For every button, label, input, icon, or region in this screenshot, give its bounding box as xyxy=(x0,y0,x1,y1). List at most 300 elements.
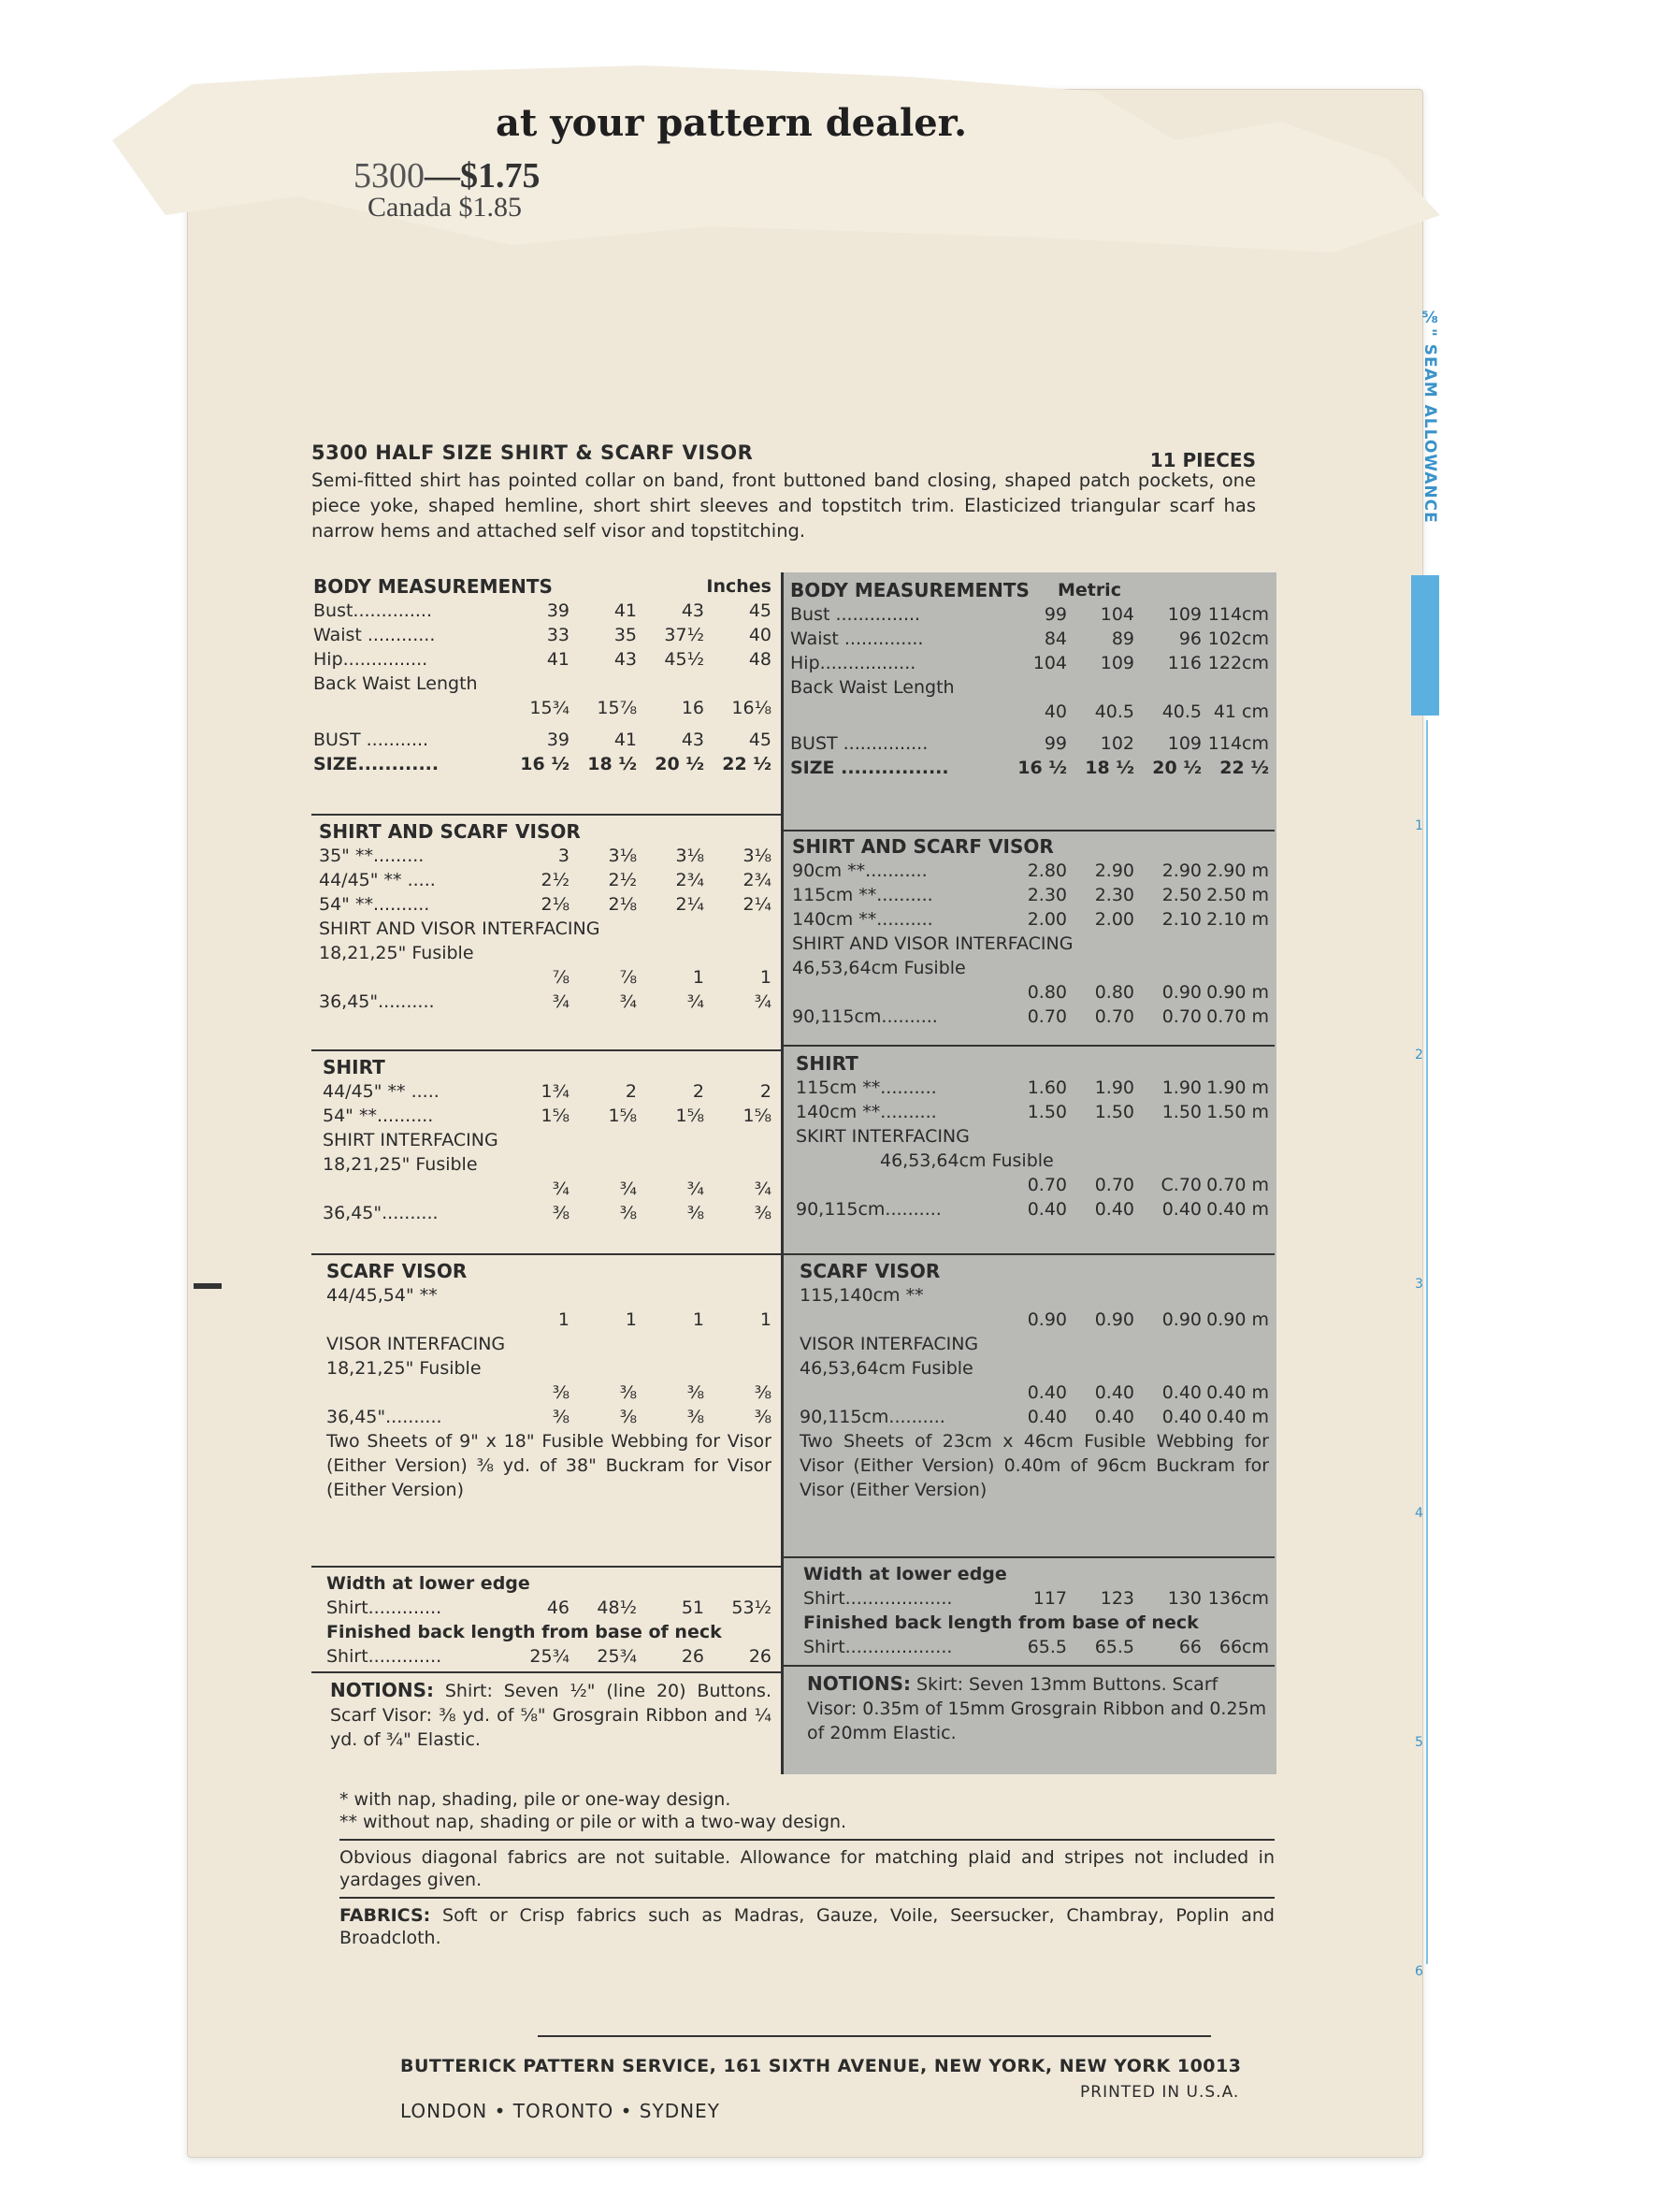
cell: 51 xyxy=(681,1598,704,1618)
cell: 45 xyxy=(748,600,771,621)
table-row xyxy=(313,672,771,696)
cell: ⅜ xyxy=(686,1382,704,1403)
cell: 2.90 m xyxy=(1206,860,1269,881)
pattern-number-handwritten: 5300 xyxy=(353,156,425,195)
notions-text: Skirt: Seven 13mm Buttons. Scarf Visor: 0.35m of 15mm Grosgrain Ribbon and 0.25m of 20mm Elastic. xyxy=(807,1674,1267,1743)
cell: 1.50 m xyxy=(1206,1102,1269,1122)
cell: 20 ½ xyxy=(1152,758,1202,778)
ruler-mark: 1 xyxy=(1415,818,1423,833)
inch-rule xyxy=(311,1566,784,1568)
metric-finished-measurements xyxy=(803,1562,1269,1659)
cell: ⅜ xyxy=(686,1407,704,1427)
row-label: 36,45".......... xyxy=(319,991,435,1012)
table-row xyxy=(323,1201,771,1225)
cell: 3 xyxy=(557,846,569,866)
cell: 26 xyxy=(681,1646,704,1667)
cell: 2½ xyxy=(608,870,637,890)
cell: 1⅝ xyxy=(675,1106,704,1126)
table-row xyxy=(800,1308,1269,1332)
cell: 1.50 xyxy=(1161,1102,1202,1122)
row-label: 115,140cm ** xyxy=(800,1285,924,1306)
notions-text: Shirt: Seven ½" (line 20) Buttons. Scarf Visor: ⅜ yd. of ⅝" Grosgrain Ribbon and ¼ yd. of ¾" Elastic. xyxy=(330,1681,771,1750)
nap-footnote: * with nap, shading, pile or one-way design. xyxy=(339,1789,731,1810)
price-line xyxy=(353,155,541,196)
cell: 2 xyxy=(625,1081,637,1102)
cell: 0.70 m xyxy=(1206,1006,1269,1027)
cell: 16⅛ xyxy=(731,698,771,718)
cell: 0.40 m xyxy=(1206,1199,1269,1220)
row-label: BUST ........... xyxy=(313,730,429,750)
row-label: SIZE............ xyxy=(313,754,440,774)
cell: 45 xyxy=(748,730,771,750)
cell: 1.50 xyxy=(1094,1102,1134,1122)
cell: 1⅝ xyxy=(608,1106,637,1126)
row-label: BUST ............... xyxy=(790,733,929,754)
ruler-line xyxy=(1426,720,1428,1964)
inch-rule xyxy=(311,1671,784,1673)
ruler-mark: 3 xyxy=(1415,1277,1423,1292)
cell: 104 xyxy=(1100,604,1134,625)
cell: 1¾ xyxy=(541,1081,569,1102)
cell: ¾ xyxy=(686,1178,704,1199)
cell: 0.40 m xyxy=(1206,1407,1269,1427)
section-heading: SCARF VISOR xyxy=(326,1260,468,1282)
row-label: Shirt............. xyxy=(326,1646,442,1667)
table-row xyxy=(326,1644,771,1669)
inch-scarf-visor xyxy=(326,1259,771,1502)
table-row xyxy=(313,599,771,623)
cell: 40.5 xyxy=(1161,701,1202,722)
inch-shirt-and-visor xyxy=(319,819,771,1014)
cell: 18 ½ xyxy=(587,754,637,774)
cell: 1.60 xyxy=(1027,1077,1067,1098)
cell: 1.90 xyxy=(1161,1077,1202,1098)
metric-scarf-visor xyxy=(800,1259,1269,1502)
cell: 2¾ xyxy=(675,870,704,890)
cell: ⅜ xyxy=(552,1203,569,1223)
cell: 48 xyxy=(748,649,771,670)
cell: 0.70 xyxy=(1027,1175,1067,1195)
table-row xyxy=(796,1197,1269,1222)
cell: ¾ xyxy=(552,1178,569,1199)
cell: 1.50 xyxy=(1027,1102,1067,1122)
cell: 2¼ xyxy=(742,894,771,915)
table-row xyxy=(792,859,1269,883)
cell: 0.80 xyxy=(1027,982,1067,1003)
inch-finished-measurements xyxy=(326,1571,771,1669)
table-row xyxy=(323,1104,771,1128)
cell: ¾ xyxy=(686,991,704,1012)
pieces-count: 11 PIECES xyxy=(1149,449,1256,471)
row-label: 18,21,25" Fusible xyxy=(326,1358,482,1379)
cell: 99 xyxy=(1044,604,1067,625)
cell: 15¾ xyxy=(529,698,569,718)
row-label: 115cm **.......... xyxy=(792,885,933,905)
cell: 1 xyxy=(692,1309,704,1330)
column-divider xyxy=(781,572,784,1774)
cell: 20 ½ xyxy=(655,754,704,774)
cell: 0.80 xyxy=(1094,982,1134,1003)
cell: 2.30 xyxy=(1027,885,1067,905)
address-rule xyxy=(538,2035,1211,2037)
cell: ⅜ xyxy=(619,1203,637,1223)
table-row xyxy=(313,647,771,672)
table-row xyxy=(796,1173,1269,1197)
ruler-blue-block xyxy=(1411,575,1439,716)
cell: 2.80 xyxy=(1027,860,1067,881)
section-heading: SCARF VISOR xyxy=(800,1260,941,1282)
fabrics-label: FABRICS: xyxy=(339,1905,431,1926)
cell: 37½ xyxy=(664,625,704,645)
table-row xyxy=(790,627,1269,651)
cell: ¾ xyxy=(619,1178,637,1199)
cell: 1⅝ xyxy=(742,1106,771,1126)
cell: 1 xyxy=(692,967,704,988)
cell: 2.30 xyxy=(1094,885,1134,905)
cell: 2.50 xyxy=(1161,885,1202,905)
cell: 0.40 xyxy=(1161,1199,1202,1220)
cell: 0.70 xyxy=(1094,1006,1134,1027)
metric-shirt xyxy=(796,1051,1269,1222)
cell: 1 xyxy=(759,1309,771,1330)
cell: 0.70 xyxy=(1027,1006,1067,1027)
inch-rule xyxy=(311,1049,784,1051)
cell: ⅜ xyxy=(686,1203,704,1223)
cell: 3⅛ xyxy=(608,846,637,866)
ruler-mark: 2 xyxy=(1415,1048,1423,1063)
cell: 102cm xyxy=(1207,629,1269,649)
cell: 130 xyxy=(1167,1588,1202,1609)
cell: 66cm xyxy=(1218,1637,1269,1657)
cell: 40 xyxy=(1044,701,1067,722)
cell: 43 xyxy=(681,730,704,750)
row-label: Back Waist Length xyxy=(313,673,478,694)
row-label: 115cm **.......... xyxy=(796,1077,937,1098)
table-row xyxy=(323,1079,771,1104)
cell: ¾ xyxy=(754,991,771,1012)
table-row xyxy=(803,1586,1269,1611)
cell: 102 xyxy=(1100,733,1134,754)
cell: ⅜ xyxy=(552,1382,569,1403)
cell: 104 xyxy=(1032,653,1067,673)
cell: 116 xyxy=(1167,653,1202,673)
cell: 25¾ xyxy=(529,1646,569,1667)
pattern-description: Semi-fitted shirt has pointed collar on band, front buttoned band closing, shaped patch pockets, one piece yoke, shaped hemline, short shirt sleeves and topstitch trim. Elasticized triangular scarf has narrow hems and attached self visor and topstitching. xyxy=(311,470,1256,542)
cell: 117 xyxy=(1032,1588,1067,1609)
cell: 16 ½ xyxy=(1017,758,1067,778)
cell: 0.40 xyxy=(1027,1382,1067,1403)
cell: ⅜ xyxy=(754,1203,771,1223)
cell: ⅜ xyxy=(619,1407,637,1427)
cell: 65.5 xyxy=(1027,1637,1067,1657)
dealer-text: at your pattern dealer. xyxy=(496,101,968,145)
subsection-heading: SKIRT INTERFACING xyxy=(796,1126,970,1147)
cell: 0.40 xyxy=(1027,1407,1067,1427)
cell: 109 xyxy=(1167,733,1202,754)
cell: 0.40 xyxy=(1094,1382,1134,1403)
table-row xyxy=(323,1177,771,1201)
cell: 39 xyxy=(546,730,569,750)
cell: 2.00 xyxy=(1094,909,1134,930)
section-heading: Finished back length from base of neck xyxy=(803,1612,1199,1633)
cell: 18 ½ xyxy=(1085,758,1134,778)
table-row xyxy=(326,1405,771,1429)
cell: 41 xyxy=(613,730,637,750)
section-heading: SHIRT xyxy=(323,1056,385,1078)
diagonal-fabric-note: Obvious diagonal fabrics are not suitable. Allowance for matching plaid and stripes not included in yardages given. xyxy=(339,1847,1275,1890)
section-heading: BODY MEASUREMENTS xyxy=(790,579,1030,601)
row-label: 54" **.......... xyxy=(323,1106,434,1126)
row-label: Back Waist Length xyxy=(790,677,955,698)
cell: 0.70 xyxy=(1094,1175,1134,1195)
row-label: Bust.............. xyxy=(313,600,432,621)
row-label: Shirt................... xyxy=(803,1637,953,1657)
cell: 2.90 xyxy=(1161,860,1202,881)
table-row xyxy=(792,980,1269,1005)
row-label: 18,21,25" Fusible xyxy=(323,1154,478,1175)
divider xyxy=(339,1897,1275,1899)
inch-shirt xyxy=(323,1055,771,1225)
row-label: 46,53,64cm Fusible xyxy=(792,958,966,978)
cell: ⅜ xyxy=(619,1382,637,1403)
without-nap-footnote: ** without nap, shading or pile or with a two-way design. xyxy=(339,1812,847,1832)
cell: ⅞ xyxy=(552,967,569,988)
cell: 26 xyxy=(748,1646,771,1667)
cell: 33 xyxy=(546,625,569,645)
cell: 2¾ xyxy=(742,870,771,890)
fabrics-note xyxy=(339,1904,1275,1949)
row-label: 46,53,64cm Fusible xyxy=(800,1358,973,1379)
cell: 99 xyxy=(1044,733,1067,754)
table-row xyxy=(319,868,771,892)
office-cities: LONDON • TORONTO • SYDNEY xyxy=(400,2100,720,2122)
subsection-heading: SHIRT AND VISOR INTERFACING xyxy=(319,918,600,939)
section-heading: SHIRT AND SCARF VISOR xyxy=(319,820,581,843)
cell: 114cm xyxy=(1207,604,1269,625)
cell: 35 xyxy=(613,625,637,645)
canada-price: Canada $1.85 xyxy=(368,192,522,223)
cell: 122cm xyxy=(1207,653,1269,673)
cell: 0.90 m xyxy=(1206,982,1269,1003)
cell: ⅞ xyxy=(619,967,637,988)
table-row xyxy=(790,651,1269,675)
cell: 109 xyxy=(1167,604,1202,625)
table-row xyxy=(790,675,1269,700)
cell: 1.90 m xyxy=(1206,1077,1269,1098)
cell: 0.40 m xyxy=(1206,1382,1269,1403)
cell: 15⅞ xyxy=(597,698,637,718)
cell: 0.40 xyxy=(1161,1382,1202,1403)
table-row xyxy=(792,883,1269,907)
row-label: 140cm **.......... xyxy=(796,1102,937,1122)
subsection-heading: VISOR INTERFACING xyxy=(326,1334,506,1354)
cell: 16 xyxy=(681,698,704,718)
row-label: 35" **......... xyxy=(319,846,425,866)
seam-allowance-label: ⅝" SEAM ALLOWANCE xyxy=(1420,309,1439,524)
cell: 39 xyxy=(546,600,569,621)
cell: 53½ xyxy=(731,1598,771,1618)
cell: 0.40 xyxy=(1094,1199,1134,1220)
cell: 41 xyxy=(546,649,569,670)
row-label: 46,53,64cm Fusible xyxy=(880,1150,1054,1171)
row-label: Shirt............. xyxy=(326,1598,442,1618)
cell: 0.70 m xyxy=(1206,1175,1269,1195)
cell: ¾ xyxy=(754,1178,771,1199)
unit-label: Inches xyxy=(706,576,771,597)
metric-rule xyxy=(784,1665,1275,1667)
table-row xyxy=(800,1381,1269,1405)
cell: 2⅛ xyxy=(541,894,569,915)
metric-body-measurements xyxy=(790,578,1269,780)
cell: 0.90 m xyxy=(1206,1309,1269,1330)
table-row xyxy=(790,731,1269,756)
unit-label: Metric xyxy=(1057,580,1121,600)
fabrics-text: Soft or Crisp fabrics such as Madras, Gauze, Voile, Seersucker, Chambray, Poplin and Broadcloth. xyxy=(339,1905,1275,1948)
cell: 2.50 m xyxy=(1206,885,1269,905)
cell: 0.90 xyxy=(1161,982,1202,1003)
cell: 0.40 xyxy=(1094,1407,1134,1427)
cell: 41 cm xyxy=(1213,701,1269,722)
row-label: 54" **.......... xyxy=(319,894,430,915)
cell: ⅜ xyxy=(754,1382,771,1403)
ruler-mark: 5 xyxy=(1415,1735,1423,1750)
price-value: —$1.75 xyxy=(425,156,541,195)
inch-body-measurements xyxy=(313,574,771,776)
table-row xyxy=(790,756,1269,780)
row-label: Shirt................... xyxy=(803,1588,953,1609)
cell: 109 xyxy=(1100,653,1134,673)
cell: 89 xyxy=(1111,629,1134,649)
cell: C.70 xyxy=(1161,1175,1202,1195)
row-label: 90cm **........... xyxy=(792,860,928,881)
yardage-chart xyxy=(311,572,1284,1774)
cell: 46 xyxy=(546,1598,569,1618)
cell: 2¼ xyxy=(675,894,704,915)
notions-label: NOTIONS: xyxy=(807,1672,911,1695)
cell: 123 xyxy=(1100,1588,1134,1609)
sheets-note: Two Sheets of 9" x 18" Fusible Webbing for Visor (Either Version) ⅜ yd. of 38" Buckram for Visor (Either Version) xyxy=(326,1431,771,1500)
cell: 2.90 xyxy=(1094,860,1134,881)
cell: 2 xyxy=(759,1081,771,1102)
row-label: 44/45" ** ..... xyxy=(323,1081,440,1102)
cell: 2½ xyxy=(541,870,569,890)
section-heading: Finished back length from base of neck xyxy=(326,1622,722,1642)
section-heading: SHIRT AND SCARF VISOR xyxy=(792,835,1054,858)
cell: ¾ xyxy=(552,991,569,1012)
cell: 40.5 xyxy=(1094,701,1134,722)
inch-notions xyxy=(330,1678,771,1752)
table-row xyxy=(319,990,771,1014)
pattern-header xyxy=(311,441,1256,543)
table-row xyxy=(319,844,771,868)
metric-rule xyxy=(784,1253,1275,1255)
cell: 43 xyxy=(681,600,704,621)
row-label: Bust ............... xyxy=(790,604,921,625)
row-label: 140cm **.......... xyxy=(792,909,933,930)
table-row xyxy=(790,602,1269,627)
cell: 25¾ xyxy=(597,1646,637,1667)
table-row xyxy=(790,700,1269,724)
table-row xyxy=(792,1005,1269,1029)
seam-allowance-ruler xyxy=(1407,309,1445,1992)
metric-shirt-and-visor xyxy=(792,834,1269,1029)
table-row xyxy=(319,892,771,917)
row-label: 44/45,54" ** xyxy=(326,1285,438,1306)
section-heading: SHIRT xyxy=(796,1052,858,1075)
cell: 66 xyxy=(1178,1637,1202,1657)
pattern-title: 5300 HALF SIZE SHIRT & SCARF VISOR xyxy=(311,441,754,464)
cell: 96 xyxy=(1178,629,1202,649)
cell: 48½ xyxy=(597,1598,637,1618)
cell: 65.5 xyxy=(1094,1637,1134,1657)
cell: 1 xyxy=(557,1309,569,1330)
cell: ¾ xyxy=(619,991,637,1012)
cell: 0.40 xyxy=(1027,1199,1067,1220)
cell: 1 xyxy=(759,967,771,988)
cell: 84 xyxy=(1044,629,1067,649)
cell: 1.90 xyxy=(1094,1077,1134,1098)
footnotes xyxy=(339,1788,1275,1949)
cell: ⅜ xyxy=(754,1407,771,1427)
row-label: 90,115cm.......... xyxy=(800,1407,945,1427)
row-label: Hip............... xyxy=(313,649,428,670)
cell: 22 ½ xyxy=(1219,758,1269,778)
table-row xyxy=(319,965,771,990)
table-row xyxy=(313,623,771,647)
table-row xyxy=(326,1308,771,1332)
cell: 1 xyxy=(625,1309,637,1330)
subsection-heading: VISOR INTERFACING xyxy=(800,1334,979,1354)
cell: 3⅛ xyxy=(742,846,771,866)
ruler-mark: 6 xyxy=(1415,1964,1423,1979)
cell: 41 xyxy=(613,600,637,621)
cell: 0.90 xyxy=(1094,1309,1134,1330)
row-label: 36,45".......... xyxy=(323,1203,439,1223)
cell: 16 ½ xyxy=(520,754,569,774)
metric-rule xyxy=(784,1045,1275,1047)
cell: 114cm xyxy=(1207,733,1269,754)
table-row xyxy=(326,1381,771,1405)
table-row xyxy=(800,1405,1269,1429)
metric-rule xyxy=(784,830,1275,831)
company-address: BUTTERICK PATTERN SERVICE, 161 SIXTH AVENUE, NEW YORK, NEW YORK 10013 xyxy=(400,2056,1242,2076)
row-label: 44/45" ** ..... xyxy=(319,870,436,890)
cell: 40 xyxy=(748,625,771,645)
row-label: 90,115cm.......... xyxy=(796,1199,942,1220)
section-heading: Width at lower edge xyxy=(803,1564,1007,1584)
cell: 0.90 xyxy=(1027,1309,1067,1330)
table-row xyxy=(792,907,1269,932)
cell: 2.00 xyxy=(1027,909,1067,930)
metric-notions xyxy=(807,1671,1269,1745)
table-row xyxy=(803,1635,1269,1659)
cell: 136cm xyxy=(1207,1588,1269,1609)
row-label: 90,115cm.......... xyxy=(792,1006,938,1027)
cell: 43 xyxy=(613,649,637,670)
section-heading: Width at lower edge xyxy=(326,1573,530,1594)
subsection-heading: SHIRT INTERFACING xyxy=(323,1130,498,1150)
table-row xyxy=(796,1100,1269,1124)
table-row xyxy=(796,1076,1269,1100)
table-row xyxy=(313,696,771,720)
cell: 22 ½ xyxy=(722,754,771,774)
section-heading: BODY MEASUREMENTS xyxy=(313,575,553,598)
row-label: 18,21,25" Fusible xyxy=(319,943,474,963)
row-label: Waist .............. xyxy=(790,629,924,649)
cell: 2⅛ xyxy=(608,894,637,915)
metric-rule xyxy=(784,1556,1275,1558)
row-label: Waist ............ xyxy=(313,625,436,645)
